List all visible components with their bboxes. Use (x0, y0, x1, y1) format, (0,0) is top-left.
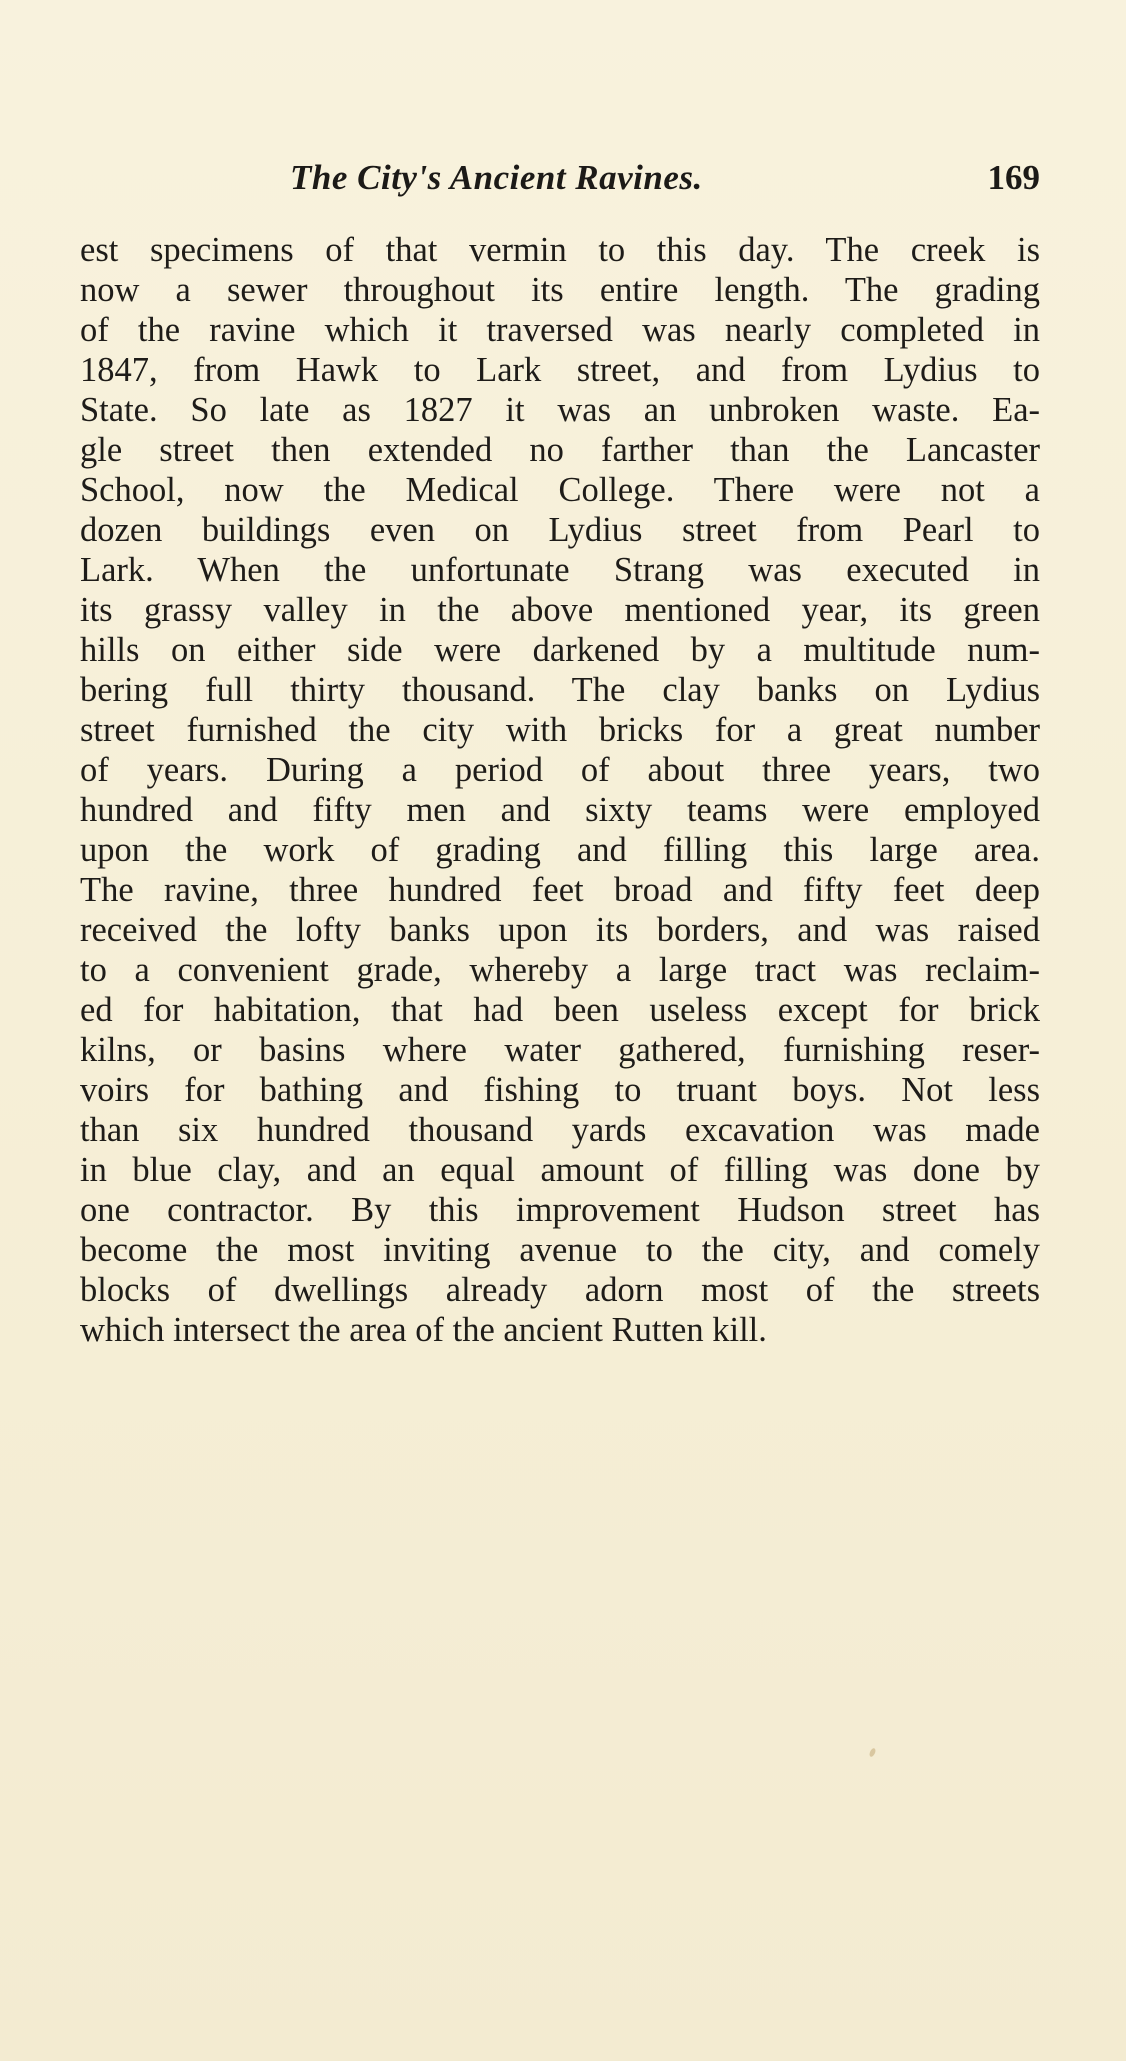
text-line: received the lofty banks upon its borders, and was raised (80, 911, 1040, 949)
paper-speck (868, 1747, 876, 1757)
text-line: 1847, from Hawk to Lark street, and from Lydius to (80, 351, 1040, 389)
text-line: its grassy valley in the above mentioned year, its green (80, 591, 1040, 629)
text-line: dozen buildings even on Lydius street from Pearl to (80, 511, 1040, 549)
body-paragraph (80, 230, 1040, 1350)
text-line: street furnished the city with bricks for a great number (80, 711, 1040, 749)
text-line: become the most inviting avenue to the city, and comely (80, 1231, 1040, 1269)
text-line: of years. During a period of about three years, two (80, 751, 1040, 789)
text-line: voirs for bathing and fishing to truant boys. Not less (80, 1071, 1040, 1109)
text-line: one contractor. By this improvement Hudson street has (80, 1191, 1040, 1229)
text-line: in blue clay, and an equal amount of filling was done by (80, 1151, 1040, 1189)
text-line: to a convenient grade, whereby a large tract was reclaim- (80, 951, 1040, 989)
text-line: now a sewer throughout its entire length. The grading (80, 271, 1040, 309)
page-number: 169 (987, 158, 1040, 197)
text-line: kilns, or basins where water gathered, furnishing reser- (80, 1031, 1040, 1069)
running-head (80, 158, 1040, 208)
text-line: hills on either side were darkened by a multitude num- (80, 631, 1040, 669)
running-title: The City's Ancient Ravines. (290, 158, 703, 197)
text-line: upon the work of grading and filling this large area. (80, 831, 1040, 869)
text-line: than six hundred thousand yards excavation was made (80, 1111, 1040, 1149)
text-line: hundred and fifty men and sixty teams were employed (80, 791, 1040, 829)
text-line: of the ravine which it traversed was nearly completed in (80, 311, 1040, 349)
text-line: est specimens of that vermin to this day. The creek is (80, 231, 1040, 269)
text-line: The ravine, three hundred feet broad and fifty feet deep (80, 871, 1040, 909)
text-line: ed for habitation, that had been useless except for brick (80, 991, 1040, 1029)
text-line: blocks of dwellings already adorn most of the streets (80, 1271, 1040, 1309)
text-line: gle street then extended no farther than the Lancaster (80, 431, 1040, 469)
text-line: State. So late as 1827 it was an unbroken waste. Ea- (80, 391, 1040, 429)
text-line: bering full thirty thousand. The clay banks on Lydius (80, 671, 1040, 709)
text-line: School, now the Medical College. There were not a (80, 471, 1040, 509)
text-line: Lark. When the unfortunate Strang was executed in (80, 551, 1040, 589)
text-line-last: which intersect the area of the ancient Rutten kill. (80, 1311, 767, 1349)
